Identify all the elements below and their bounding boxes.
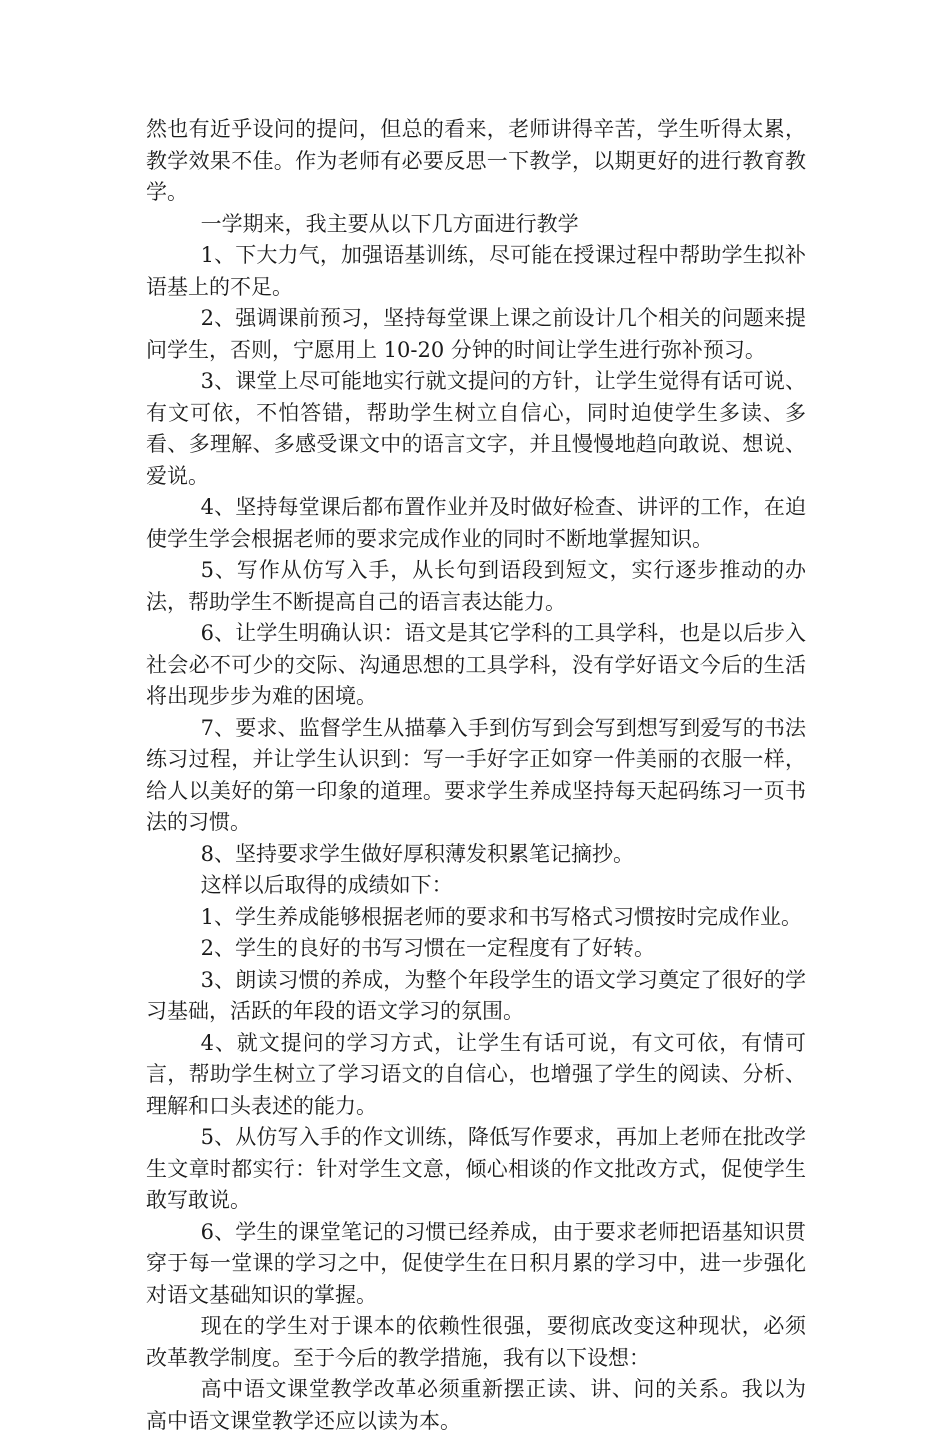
paragraph-result-3: 3、朗读习惯的养成，为整个年段学生的语文学习奠定了很好的学习基础，活跃的年段的语文学习的氛围。 [146, 967, 806, 1023]
paragraph-method-5: 5、写作从仿写入手，从长句到语段到短文，实行逐步推动的办法，帮助学生不断提高自己的语言表达能力。 [146, 558, 806, 614]
paragraph-intro-continuation: 然也有近乎设问的提问，但总的看来，老师讲得辛苦，学生听得太累，教学效果不佳。作为老师有必要反思一下教学，以期更好的进行教育教学。 [146, 117, 806, 204]
paragraph-result-2: 2、学生的良好的书写习惯在一定程度有了好转。 [200, 936, 655, 960]
paragraph-reform-idea: 高中语文课堂教学改革必须重新摆正读、讲、问的关系。我以为高中语文课堂教学还应以读为本。 [146, 1377, 806, 1433]
paragraph-method-6: 6、让学生明确认识：语文是其它学科的工具学科，也是以后步入社会必不可少的交际、沟通思想的工具学科，没有学好语文今后的生活将出现步步为难的困境。 [146, 621, 806, 708]
paragraph-result-6: 6、学生的课堂笔记的习惯已经养成，由于要求老师把语基知识贯穿于每一堂课的学习之中，促使学生在日积月累的学习中，进一步强化对语文基础知识的掌握。 [146, 1219, 806, 1307]
paragraph-result-1: 1、学生养成能够根据老师的要求和书写格式习惯按时完成作业。 [200, 904, 802, 929]
paragraph-method-4: 4、坚持每堂课后都布置作业并及时做好检查、讲评的工作，在迫使学生学会根据老师的要求完成作业的同时不断地掌握知识。 [146, 495, 806, 551]
paragraph-method-2: 2、强调课前预习，坚持每堂课上课之前设计几个相关的问题来提问学生，否则，宁愿用上 10-20 分钟的时间让学生进行弥补预习。 [146, 306, 806, 362]
paragraph-result-4: 4、就文提问的学习方式，让学生有话可说，有文可依，有情可言，帮助学生树立了学习语文的自信心，也增强了学生的阅读、分析、理解和口头表述的能力。 [146, 1030, 806, 1118]
paragraph-future-plans: 现在的学生对于课本的依赖性很强，要彻底改变这种现状，必须改革教学制度。至于今后的教学措施，我有以下设想： [146, 1314, 806, 1370]
paragraph-method-8: 8、坚持要求学生做好厚积薄发积累笔记摘抄。 [200, 841, 634, 866]
paragraph-methods-heading: 一学期来，我主要从以下几方面进行教学 [200, 211, 579, 236]
paragraph-method-1: 1、下大力气，加强语基训练，尽可能在授课过程中帮助学生拟补语基上的不足。 [146, 243, 806, 299]
paragraph-result-5: 5、从仿写入手的作文训练，降低写作要求，再加上老师在批改学生文章时都实行：针对学生文意，倾心相谈的作文批改方式，促使学生敢写敢说。 [146, 1125, 806, 1212]
paragraph-results-heading: 这样以后取得的成绩如下： [200, 873, 453, 897]
paragraph-method-7: 7、要求、监督学生从描摹入手到仿写到会写到想写到爱写的书法练习过程，并让学生认识到：写一手好字正如穿一件美丽的衣服一样，给人以美好的第一印象的道理。要求学生养成坚持每天起码练习一页书法的习惯。 [146, 715, 806, 834]
paragraph-method-3: 3、课堂上尽可能地实行就文提问的方针，让学生觉得有话可说、有文可依，不怕答错，帮助学生树立自信心，同时迫使学生多读、多看、多理解、多感受课文中的语言文字，并且慢慢地趋向敢说、想说、爱说。 [146, 369, 806, 488]
document-body [146, 114, 806, 1437]
